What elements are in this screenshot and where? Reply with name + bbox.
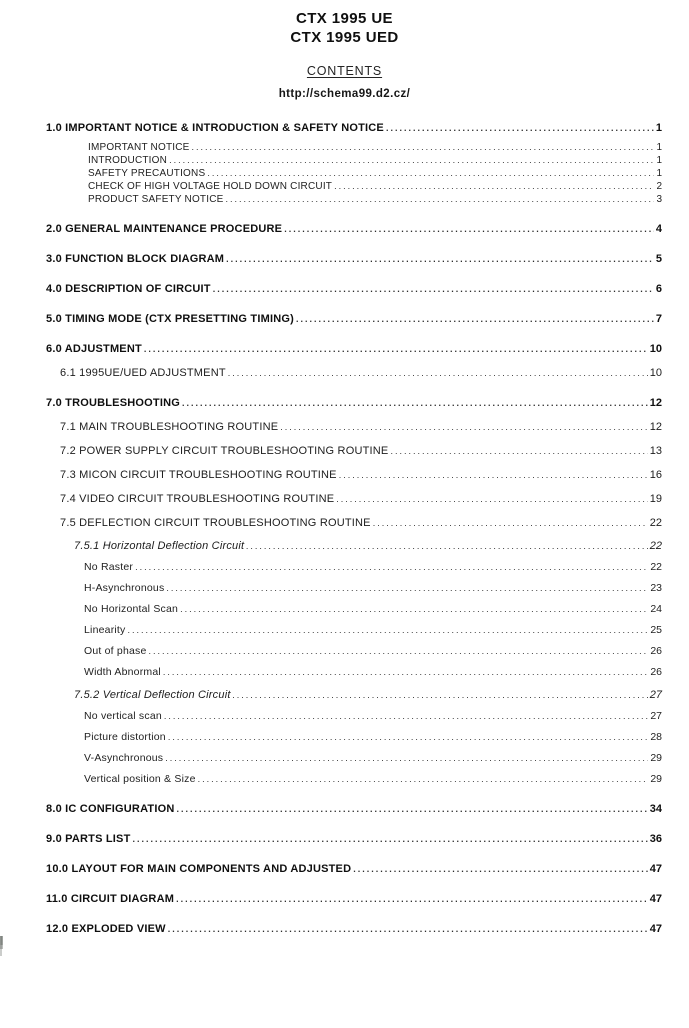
toc-entry-label: H-Asynchronous — [84, 582, 165, 594]
dot-leader — [213, 283, 654, 296]
dot-leader — [284, 223, 654, 236]
toc-entry-label: 8.0 IC CONFIGURATION — [46, 803, 175, 815]
toc-entry-label: INTRODUCTION — [88, 155, 168, 166]
toc-entry-page: 22 — [650, 561, 662, 573]
toc-entry — [46, 893, 662, 906]
dot-leader — [192, 141, 655, 154]
dot-leader — [233, 689, 648, 702]
dot-leader — [339, 469, 648, 482]
toc-entry-page: 34 — [649, 803, 662, 815]
toc-entry-label: No Raster — [84, 561, 134, 573]
dot-leader — [163, 666, 648, 679]
toc-entry-page: 10 — [649, 367, 662, 379]
dot-leader — [334, 180, 654, 193]
toc-entry-label: 7.4 VIDEO CIRCUIT TROUBLESHOOTING ROUTINE — [60, 493, 335, 505]
document-title-line1: CTX 1995 UE — [296, 10, 393, 27]
toc-entry — [46, 645, 662, 658]
toc-entry-page: 26 — [650, 666, 662, 678]
dot-leader — [386, 122, 654, 135]
toc-entry-label: Picture distortion — [84, 731, 166, 743]
toc-entry-label: 3.0 FUNCTION BLOCK DIAGRAM — [46, 253, 225, 265]
scan-artifact — [0, 936, 2, 945]
toc-entry-label: 7.5.1 Horizontal Deflection Circuit — [74, 540, 245, 552]
toc-entry — [46, 122, 662, 135]
toc-entry-page: 1 — [656, 155, 662, 166]
toc-entry — [46, 223, 662, 236]
dot-leader — [128, 624, 649, 637]
toc-entry — [46, 624, 662, 637]
toc-entry — [46, 421, 662, 434]
toc-entry-page: 27 — [650, 710, 662, 722]
toc-entry — [46, 752, 662, 765]
toc-entry-page: 7 — [655, 313, 662, 325]
toc-entry-page: 47 — [649, 893, 662, 905]
toc-entry — [46, 582, 662, 595]
toc-entry — [46, 253, 662, 266]
dot-leader — [180, 603, 648, 616]
toc-entry — [46, 445, 662, 458]
toc-entry-label: 12.0 EXPLODED VIEW — [46, 923, 166, 935]
dot-leader — [166, 582, 648, 595]
toc-entry-page: 10 — [649, 343, 662, 355]
toc-entry-page: 22 — [649, 540, 662, 552]
toc-entry-page: 27 — [649, 689, 662, 701]
dot-leader — [149, 645, 649, 658]
table-of-contents — [0, 122, 689, 936]
toc-entry-page: 36 — [649, 833, 662, 845]
dot-leader — [296, 313, 654, 326]
toc-entry-label: 6.1 1995UE/UED ADJUSTMENT — [60, 367, 226, 379]
dot-leader — [169, 154, 654, 167]
toc-entry-page: 28 — [650, 731, 662, 743]
toc-entry — [46, 517, 662, 530]
document-header — [0, 0, 689, 100]
document-title-line2: CTX 1995 UED — [290, 29, 399, 46]
toc-entry-label: 7.1 MAIN TROUBLESHOOTING ROUTINE — [60, 421, 279, 433]
toc-entry — [46, 833, 662, 846]
dot-leader — [280, 421, 647, 434]
toc-entry-label: Out of phase — [84, 645, 147, 657]
toc-entry — [46, 167, 662, 180]
toc-entry — [46, 923, 662, 936]
toc-entry — [46, 731, 662, 744]
dot-leader — [373, 517, 648, 530]
toc-entry-page: 47 — [649, 923, 662, 935]
toc-entry — [46, 367, 662, 380]
dot-leader — [336, 493, 647, 506]
toc-entry-label: 7.3 MICON CIRCUIT TROUBLESHOOTING ROUTINE — [60, 469, 337, 481]
toc-entry-page: 3 — [656, 194, 662, 205]
toc-entry-page: 29 — [650, 752, 662, 764]
toc-entry-page: 13 — [649, 445, 662, 457]
toc-entry-page: 2 — [656, 181, 662, 192]
toc-entry — [46, 154, 662, 167]
dot-leader — [176, 893, 648, 906]
toc-entry-label: 9.0 PARTS LIST — [46, 833, 131, 845]
toc-entry-label: Linearity — [84, 624, 126, 636]
toc-entry — [46, 803, 662, 816]
dot-leader — [246, 540, 648, 553]
toc-entry-label: Vertical position & Size — [84, 773, 196, 785]
toc-entry — [46, 710, 662, 723]
dot-leader — [164, 710, 648, 723]
toc-entry — [46, 773, 662, 786]
toc-entry-label: 7.5 DEFLECTION CIRCUIT TROUBLESHOOTING ROUTINE — [60, 517, 371, 529]
toc-entry-label: 7.0 TROUBLESHOOTING — [46, 397, 180, 409]
toc-entry-page: 1 — [656, 168, 662, 179]
toc-entry-label: 6.0 ADJUSTMENT — [46, 343, 142, 355]
toc-entry-page: 16 — [649, 469, 662, 481]
dot-leader — [198, 773, 649, 786]
toc-entry — [46, 863, 662, 876]
toc-entry-page: 22 — [649, 517, 662, 529]
dot-leader — [226, 253, 654, 266]
toc-entry — [46, 180, 662, 193]
toc-entry-label: SAFETY PRECAUTIONS — [88, 168, 206, 179]
toc-entry — [46, 141, 662, 154]
dot-leader — [207, 167, 654, 180]
toc-entry — [46, 666, 662, 679]
dot-leader — [228, 367, 648, 380]
toc-entry-label: 11.0 CIRCUIT DIAGRAM — [46, 893, 175, 905]
toc-entry — [46, 193, 662, 206]
dot-leader — [182, 397, 648, 410]
toc-entry-label: No vertical scan — [84, 710, 162, 722]
toc-entry — [46, 493, 662, 506]
toc-entry-page: 29 — [650, 773, 662, 785]
toc-entry-label: CHECK OF HIGH VOLTAGE HOLD DOWN CIRCUIT — [88, 181, 333, 192]
toc-entry — [46, 283, 662, 296]
toc-entry-label: IMPORTANT NOTICE — [88, 142, 190, 153]
dot-leader — [353, 863, 648, 876]
dot-leader — [165, 752, 648, 765]
dot-leader — [135, 561, 648, 574]
toc-entry-page: 23 — [650, 582, 662, 594]
toc-entry-page: 26 — [650, 645, 662, 657]
toc-entry — [46, 469, 662, 482]
toc-entry-label: 10.0 LAYOUT FOR MAIN COMPONENTS AND ADJUSTED — [46, 863, 352, 875]
toc-entry — [46, 397, 662, 410]
toc-entry-page: 6 — [655, 283, 662, 295]
toc-entry-label: V-Asynchronous — [84, 752, 164, 764]
toc-entry-page: 24 — [650, 603, 662, 615]
dot-leader — [176, 803, 647, 816]
toc-entry-label: 7.5.2 Vertical Deflection Circuit — [74, 689, 231, 701]
dot-leader — [133, 833, 648, 846]
toc-entry — [46, 603, 662, 616]
toc-entry-page: 12 — [649, 397, 662, 409]
dot-leader — [226, 193, 655, 206]
toc-entry-label: 2.0 GENERAL MAINTENANCE PROCEDURE — [46, 223, 283, 235]
toc-entry-page: 1 — [655, 122, 662, 134]
toc-entry-label: Width Abnormal — [84, 666, 161, 678]
dot-leader — [168, 923, 648, 936]
document-url: http://schema99.d2.cz/ — [278, 88, 411, 100]
dot-leader — [390, 445, 647, 458]
toc-entry-page: 12 — [649, 421, 662, 433]
toc-entry-page: 19 — [649, 493, 662, 505]
toc-entry-label: 1.0 IMPORTANT NOTICE & INTRODUCTION & SAFETY NOTICE — [46, 122, 384, 134]
toc-entry — [46, 313, 662, 326]
toc-entry-label: 4.0 DESCRIPTION OF CIRCUIT — [46, 283, 211, 295]
toc-entry-label: 5.0 TIMING MODE (CTX PRESETTING TIMING) — [46, 313, 294, 325]
toc-entry-page: 5 — [655, 253, 662, 265]
toc-entry — [46, 343, 662, 356]
contents-heading: CONTENTS — [306, 64, 383, 78]
toc-entry — [46, 540, 662, 553]
dot-leader — [144, 343, 648, 356]
toc-entry-label: 7.2 POWER SUPPLY CIRCUIT TROUBLESHOOTING ROUTINE — [60, 445, 389, 457]
toc-entry-label: No Horizontal Scan — [84, 603, 179, 615]
toc-entry — [46, 689, 662, 702]
toc-entry-page: 4 — [655, 223, 662, 235]
toc-entry-page: 47 — [649, 863, 662, 875]
toc-entry — [46, 561, 662, 574]
toc-entry-page: 25 — [650, 624, 662, 636]
toc-entry-page: 1 — [656, 142, 662, 153]
dot-leader — [168, 731, 649, 744]
toc-entry-label: PRODUCT SAFETY NOTICE — [88, 194, 224, 205]
